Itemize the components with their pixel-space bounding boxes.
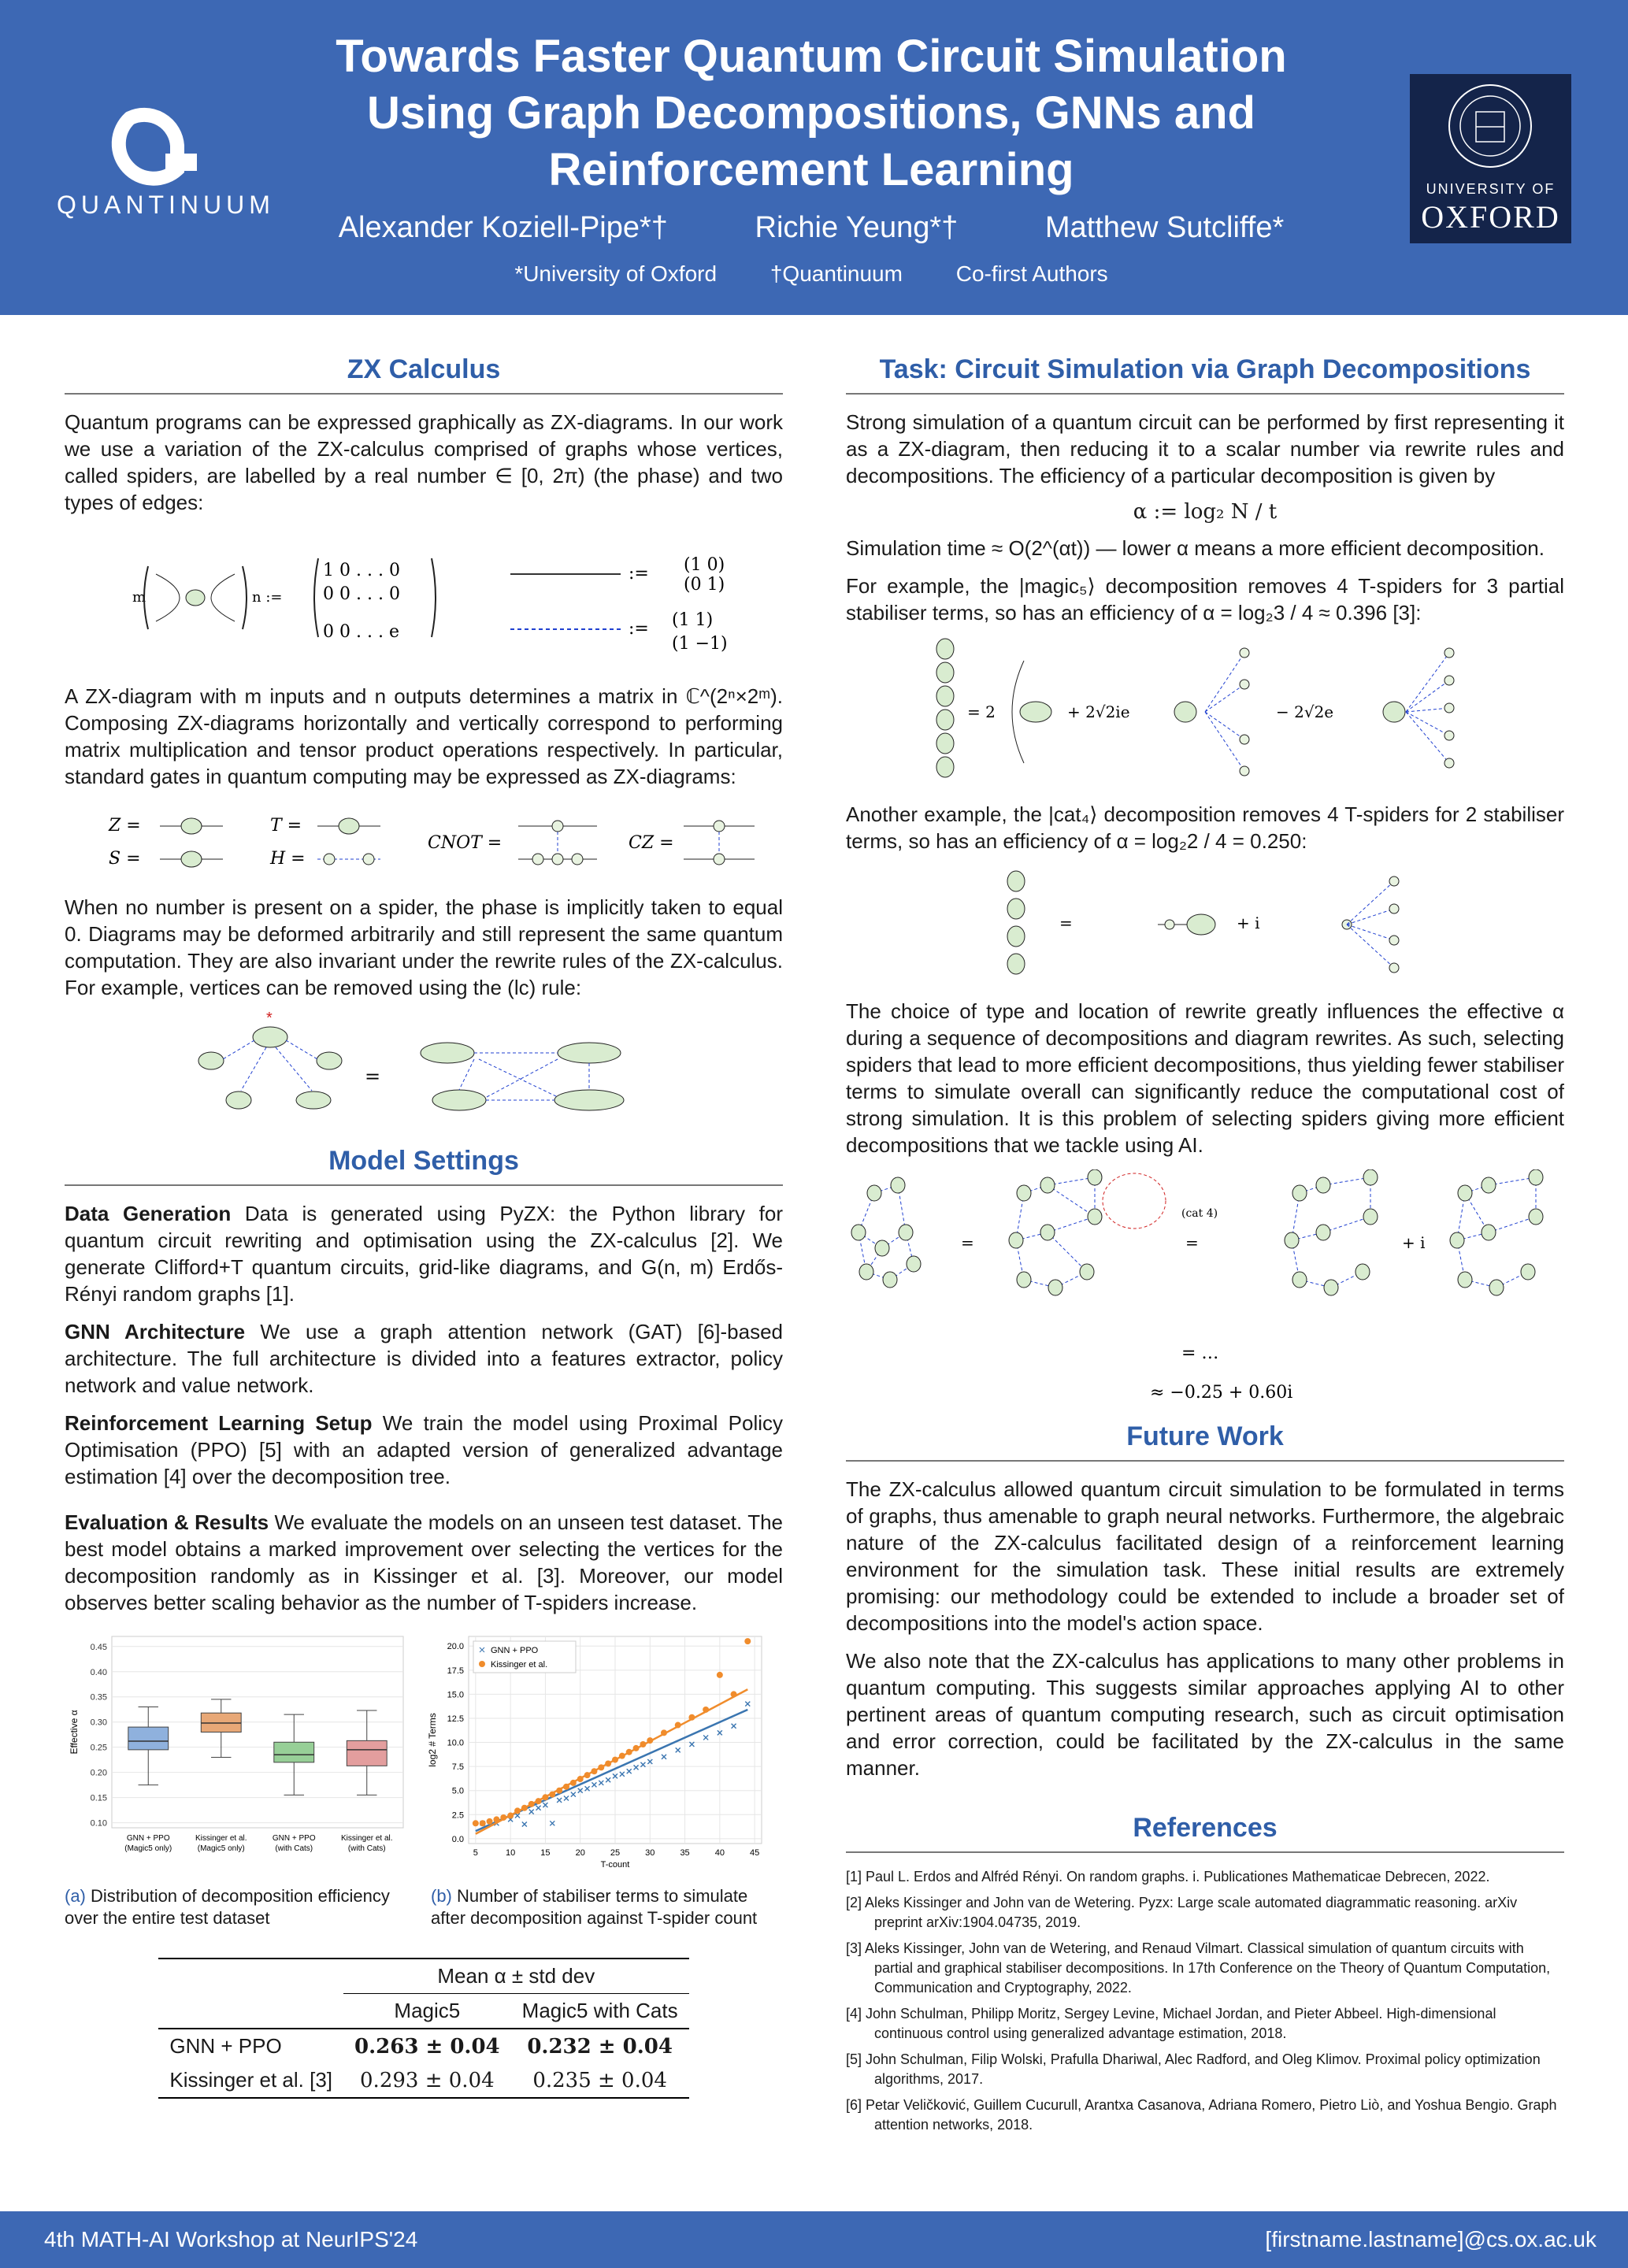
spider-node — [1316, 1177, 1330, 1193]
section-title-future: Future Work — [846, 1421, 1564, 1462]
svg-text:m: m — [132, 589, 146, 606]
reference-item: [3] Aleks Kissinger, John van de Wetering, and Renaud Vilmart. Classical simulation of quantum circuits with partial and graphical stabiliser decompositions. In 17th Conference on the Theory of Quantum Computation, Communication and Cryptography, 2022. — [846, 1940, 1551, 1996]
spider-node — [1088, 1209, 1102, 1225]
y-tick-label: 0.40 — [90, 1667, 107, 1677]
svg-text:n :=: n := — [252, 589, 283, 606]
task-paragraph-2: Simulation time ≈ O(2^(αt)) — lower α means a more efficient decomposition. — [846, 536, 1545, 560]
spider-node — [936, 733, 954, 754]
spider-node — [1482, 1225, 1496, 1240]
contact-email[interactable]: [firstname.lastname]@cs.ox.ac.uk — [1265, 2227, 1596, 2251]
footer-banner — [0, 2211, 1628, 2268]
spider-node — [1482, 1177, 1496, 1193]
hadamard-edge — [1347, 925, 1394, 968]
svg-text:≈ −0.25 + 0.60i: ≈ −0.25 + 0.60i — [1150, 1383, 1293, 1403]
spider-node — [1444, 758, 1454, 768]
table-row: Kissinger et al. [3] 0.293 ± 0.04 0.235 ± 0.04 — [158, 2063, 688, 2098]
caption-b: (b) Number of stabiliser terms to simulate after decomposition against T-spider count — [431, 1886, 758, 1928]
x-tick-label: Kissinger et al. — [340, 1834, 393, 1843]
future-paragraph-1: The ZX-calculus allowed quantum circuit simulation to be formulated in terms of graphs, thus amenable to graph neural networks. Furthermore, the algebraic nature of the ZX-calculus facilitated design of a reinforcement learning environment for the simulation task. These initial results are extremely promising: our methodology could be extended to include a broader set of decompositions into the model's action space. — [846, 1477, 1564, 1635]
task-paragraph-5: The choice of type and location of rewrite greatly influences the effective α during a sequence of decompositions and diagram rewrites. As such, selecting spiders that lead to more efficient decompositions, thus yielding fewer stabiliser terms to simulate overall can significantly reduce the computational cost of strong simulation. It is this problem of selecting spiders giving more efficient decompositions that we tackle using AI. — [846, 999, 1564, 1157]
spider-node — [1165, 920, 1174, 929]
model-item: Data Generation Data is generated using PyZX: the Python library for quantum circuit rewriting and optimisation using the ZX-calculus [2]. We generate Clifford+T quantum circuits, grid-like diagrams, and G(n, m) Erdős-Rényi random graphs [1]. — [65, 1202, 783, 1306]
x-tick-label: (Magic5 only) — [124, 1844, 172, 1853]
graph-edge — [1048, 1185, 1095, 1217]
equation-symbol: = — [1185, 1233, 1199, 1252]
spider-node — [1040, 1177, 1055, 1193]
author: Matthew Sutcliffe* — [1044, 211, 1285, 244]
graph-edge — [1048, 1232, 1087, 1272]
section-title-model: Model Settings — [65, 1146, 783, 1186]
spider-node — [1389, 876, 1399, 886]
box — [274, 1742, 314, 1762]
spider-node — [936, 757, 954, 777]
results-table: Mean α ± std dev Magic5 Magic5 with Cats GNN + PPO 0.263 ± 0.04 0.232 ± 0.04 Kissinger et al. [3] 0.293 ± 0.04 0.235 ± 0.04 — [158, 1958, 688, 2099]
svg-text:(0 1): (0 1) — [684, 575, 725, 595]
legend-label: Kissinger et al. — [491, 1660, 548, 1670]
author: Alexander Koziell-Pipe*† — [338, 211, 668, 244]
spider-node — [1458, 1272, 1472, 1288]
table-row: GNN + PPO 0.263 ± 0.04 0.232 ± 0.04 — [169, 2034, 673, 2059]
legend-marker — [479, 1661, 485, 1667]
quantinuum-wordmark: QUANTINUUM — [57, 191, 275, 219]
data-point — [744, 1638, 751, 1644]
spider-node — [1048, 1280, 1062, 1295]
data-point — [473, 1820, 479, 1826]
svg-text::=: := — [629, 619, 649, 639]
x-tick-label: 45 — [750, 1848, 760, 1858]
spider-node — [1020, 702, 1051, 722]
task-paragraph-3: For example, the |magic₅⟩ decomposition removes 4 T-spiders for 3 partial stabiliser terms, so has an efficiency of α = log₂3 / 4 ≈ 0.396 [3]: — [846, 574, 1564, 624]
reference-item: [6] Petar Veličković, Guillem Cucurull, Arantxa Casanova, Adriana Romero, Pietro Liò, and Yoshua Bengio. Graph attention networks, 2018. — [846, 2097, 1557, 2133]
x-tick-label: 10 — [506, 1848, 516, 1858]
equation-symbol: = — [961, 1233, 974, 1252]
lc-rule-figure — [148, 1012, 699, 1130]
x-tick-label: 35 — [680, 1848, 690, 1858]
reference-item: [1] Paul L. Erdos and Alfréd Rényi. On random graphs. i. Publicationes Mathematicae Debrecen, 2022. — [846, 1869, 1490, 1884]
spider-node — [936, 639, 954, 659]
box — [347, 1740, 387, 1766]
spider-node — [1444, 703, 1454, 713]
svg-text:0 0 . . . e: 0 0 . . . e — [323, 622, 399, 642]
spider-node — [1017, 1185, 1031, 1201]
equation-symbol: − 2√2e — [1276, 702, 1334, 721]
results-figures — [65, 1627, 783, 1950]
spider-node — [859, 1264, 873, 1280]
equation-symbol: + i — [1402, 1233, 1426, 1252]
equation-symbol: = — [1059, 914, 1073, 932]
y-tick-label: 7.5 — [451, 1762, 464, 1773]
y-tick-label: 0.25 — [90, 1743, 107, 1753]
x-tick-label: 5 — [473, 1848, 478, 1858]
y-tick-label: 0.10 — [90, 1818, 107, 1829]
section-title-task: Task: Circuit Simulation via Graph Decompositions — [846, 354, 1564, 395]
spider-node — [1489, 1280, 1504, 1295]
hadamard-edge — [1406, 680, 1449, 712]
hadamard-edge — [1205, 653, 1244, 771]
section-title-references: References — [846, 1813, 1564, 1853]
hadamard-edge — [1406, 712, 1449, 736]
svg-text:T =: T = — [270, 816, 302, 836]
reference-item: [2] Aleks Kissinger and John van de Wetering. Pyzx: Large scale automated diagrammatic reasoning. arXiv preprint arXiv:1904.04735, 2019. — [846, 1895, 1518, 1930]
spider-node — [899, 1225, 913, 1240]
equation-symbol: (cat 4) — [1181, 1207, 1218, 1220]
zx-gates-figure — [77, 801, 770, 880]
spider-node — [1285, 1232, 1299, 1248]
spider-node — [851, 1225, 866, 1240]
svg-text:= …: = … — [1181, 1343, 1219, 1363]
spider-node — [1444, 648, 1454, 658]
spider-node — [1324, 1280, 1338, 1295]
spider-node — [1187, 914, 1215, 935]
task-paragraph-1: Strong simulation of a quantum circuit can be performed by first representing it as a ZX-diagram, then reducing it to a scalar number via rewrite rules and decompositions. The efficiency of a particular decomposition is given by — [846, 410, 1564, 487]
highlight-ring — [1103, 1173, 1166, 1228]
zx-paragraph-3: When no number is present on a spider, the phase is implicitly taken to equal 0. Diagrams may be deformed arbitrarily and still represent the same quantum computation. They are also invariant under the rewrite rules of the ZX-calculus. For example, vertices can be removed using the (lc) rule: — [65, 895, 783, 999]
task-paragraph-4: Another example, the |cat₄⟩ decomposition removes 4 T-spiders for 2 stabiliser terms, so has an efficiency of α = log₂2 / 4 = 0.250: — [846, 802, 1564, 853]
spider-node — [891, 1177, 905, 1193]
svg-text:CZ =: CZ = — [629, 833, 674, 853]
svg-text:*: * — [266, 1012, 273, 1027]
spider-node — [936, 662, 954, 683]
spider-node — [875, 1240, 889, 1256]
affiliation: Co-first Authors — [955, 261, 1108, 286]
equation-symbol: + 2√2ie — [1067, 702, 1130, 721]
x-tick-label: (with Cats) — [275, 1844, 313, 1853]
model-item: GNN Architecture We use a graph attention network (GAT) [6]-based architecture. The full architecture is divided into a features extractor, policy network and value network. — [65, 1320, 783, 1397]
svg-text:Z =: Z = — [109, 816, 141, 836]
spider-node — [1080, 1264, 1094, 1280]
x-tick-label: (Magic5 only) — [197, 1844, 245, 1853]
svg-text:1 0 . . . 0: 1 0 . . . 0 — [323, 561, 400, 580]
spider-node — [1363, 1169, 1378, 1185]
svg-text:(1 0): (1 0) — [684, 555, 725, 575]
x-tick-label: 20 — [575, 1848, 585, 1858]
spider-node — [1389, 904, 1399, 914]
svg-text:(1 −1): (1 −1) — [672, 634, 728, 654]
spider-node — [936, 686, 954, 706]
y-axis-label: Effective α — [69, 1710, 80, 1755]
y-tick-label: 5.0 — [451, 1786, 464, 1796]
x-tick-label: Kissinger et al. — [195, 1834, 247, 1843]
svg-text:H =: H = — [270, 849, 306, 869]
svg-text:CNOT =: CNOT = — [428, 833, 502, 853]
spider-node — [1088, 1169, 1102, 1185]
hadamard-edge — [1347, 909, 1394, 925]
svg-text::=: := — [629, 564, 649, 584]
spider-node — [883, 1272, 897, 1288]
y-tick-label: 20.0 — [447, 1642, 464, 1652]
svg-text:(1 1): (1 1) — [672, 610, 714, 630]
spider-node — [1009, 1232, 1023, 1248]
header-banner — [0, 0, 1628, 315]
spider-node — [1521, 1264, 1535, 1280]
spider-node — [1529, 1209, 1543, 1225]
reference-item: [4] John Schulman, Philipp Moritz, Sergey Levine, Michael Jordan, and Pieter Abbeel. High-dimensional continuous control using generalized advantage estimation, 2018. — [846, 2006, 1496, 2041]
zx-paragraph-2: A ZX-diagram with m inputs and n outputs determines a matrix in ℂ^(2ⁿ×2ᵐ). Composing ZX-diagrams horizontally and vertically correspond to performing matrix multiplication and tensor product operations respectively. In particular, standard gates in quantum computing may be expressed as ZX-diagrams: — [65, 684, 783, 788]
workshop-name: 4th MATH-AI Workshop at NeurIPS'24 — [44, 2227, 418, 2251]
zx-paragraph-1: Quantum programs can be expressed graphically as ZX-diagrams. In our work we use a variation of the ZX-calculus comprised of graphs whose vertices, called spiders, are labelled by a real number ∈ [0, 2π) (the phase) and two types of edges: — [65, 410, 783, 514]
spider-node — [936, 710, 954, 730]
svg-text:=: = — [365, 1065, 381, 1088]
equation-symbol: + i — [1237, 914, 1260, 932]
reference-item: [5] John Schulman, Filip Wolski, Prafulla Dhariwal, Alec Radford, and Oleg Klimov. Proximal policy optimization algorithms, 2017. — [846, 2051, 1541, 2087]
author-list — [260, 211, 1363, 245]
y-tick-label: 12.5 — [447, 1714, 464, 1724]
spider-node — [1389, 963, 1399, 973]
hadamard-edge — [1347, 925, 1394, 940]
spider-node — [1292, 1272, 1307, 1288]
hadamard-edge — [1347, 881, 1394, 925]
data-point — [480, 1820, 486, 1826]
y-tick-label: 0.20 — [90, 1768, 107, 1778]
y-tick-label: 2.5 — [451, 1810, 464, 1821]
author: Richie Yeung*† — [755, 211, 959, 244]
caption-a: (a) Distribution of decomposition efficiency over the entire test dataset — [65, 1886, 390, 1928]
spider-node — [1240, 680, 1249, 689]
x-tick-label: GNN + PPO — [126, 1834, 170, 1843]
hadamard-edge — [1406, 708, 1449, 712]
spider-node — [1240, 766, 1249, 776]
spider-node — [1444, 731, 1454, 740]
oxford-logo: UNIVERSITY OF OXFORD — [1410, 74, 1571, 243]
future-paragraph-2: We also note that the ZX-calculus has applications to many other problems in quantum computing. This suggests similar approaches applying AI to other pertinent areas of quantum computing research, such as circuit optimisation and error correction, could be facilitated by the ZX-calculus in the same manner. — [846, 1649, 1564, 1780]
poster-title: Towards Faster Quantum Circuit Simulation Using Graph Decompositions, GNNs and Reinforcement Learning — [336, 31, 1287, 195]
affiliation-list — [260, 261, 1363, 287]
spider-node — [1383, 702, 1405, 722]
x-tick-label: 15 — [540, 1848, 551, 1858]
left-column — [65, 339, 783, 2107]
model-item: Evaluation & Results We evaluate the models on an unseen test dataset. The best model obtains a marked improvement over selecting the vertices for the decomposition randomly as in Kissinger et al. [3]. Moreover, our model observes better scaling behavior as the number of T-spiders increase. — [65, 1510, 783, 1614]
y-tick-label: 0.30 — [90, 1718, 107, 1728]
spider-node — [907, 1256, 921, 1272]
svg-text:S =: S = — [109, 849, 141, 869]
svg-text:0 0 . . . 0: 0 0 . . . 0 — [323, 584, 400, 604]
oxford-crest-icon — [1410, 74, 1571, 176]
x-tick-label: 30 — [645, 1848, 655, 1858]
spider-node — [1007, 899, 1025, 919]
zx-spider-definition-figure — [85, 527, 762, 669]
spider-node — [1017, 1272, 1031, 1288]
spider-node — [1363, 1209, 1378, 1225]
spider-node — [1355, 1264, 1370, 1280]
spider-node — [1450, 1232, 1464, 1248]
cat4-decomposition-figure — [985, 865, 1426, 984]
y-tick-label: 17.5 — [447, 1666, 464, 1676]
spider-node — [1040, 1225, 1055, 1240]
y-tick-label: 0.45 — [90, 1642, 107, 1652]
spider-node — [1007, 926, 1025, 947]
spider-node — [867, 1185, 881, 1201]
spider-node — [1240, 735, 1249, 744]
spider-node — [1007, 954, 1025, 974]
affiliation: †Quantinuum — [769, 261, 903, 286]
x-axis-label: T-count — [600, 1860, 630, 1870]
data-point — [717, 1672, 723, 1678]
spider-node — [1007, 871, 1025, 891]
spider-node — [1316, 1225, 1330, 1240]
section-title-zx: ZX Calculus — [65, 354, 783, 395]
spider-node — [1458, 1185, 1472, 1201]
scatter-plot-chart — [423, 1627, 769, 1879]
hadamard-edge — [1406, 712, 1449, 763]
y-tick-label: 15.0 — [447, 1690, 464, 1700]
spider-node — [1444, 676, 1454, 685]
y-tick-label: 10.0 — [447, 1738, 464, 1748]
right-column — [846, 339, 1564, 2141]
magic5-decomposition-figure — [914, 637, 1496, 787]
y-axis-label: log2 # Terms — [427, 1713, 438, 1767]
spider-node — [1240, 648, 1249, 658]
affiliation: *University of Oxford — [514, 261, 718, 286]
spider-node — [1174, 702, 1196, 722]
legend-label: GNN + PPO — [491, 1646, 539, 1655]
spider-node — [1529, 1169, 1543, 1185]
x-tick-label: 40 — [714, 1848, 725, 1858]
box — [128, 1727, 169, 1750]
hadamard-edge — [1406, 653, 1449, 712]
x-tick-label: (with Cats) — [347, 1844, 386, 1853]
spider-node — [1389, 936, 1399, 945]
y-tick-label: 0.35 — [90, 1692, 107, 1703]
box-plot-chart — [65, 1627, 411, 1879]
equation-symbol: = 2 — [967, 702, 996, 721]
efficiency-formula: α := log₂ N / t — [1133, 500, 1278, 524]
spider-node — [1292, 1185, 1307, 1201]
decomposition-sequence-figure — [851, 1169, 1559, 1406]
x-tick-label: 25 — [610, 1848, 621, 1858]
x-tick-label: GNN + PPO — [272, 1834, 316, 1843]
data-point — [487, 1818, 493, 1825]
model-item: Reinforcement Learning Setup We train the model using Proximal Policy Optimisation (PPO) [5] with an adapted version of generalized advantage estimation [4] over the decomposition tree. — [65, 1411, 783, 1488]
y-tick-label: 0.0 — [451, 1834, 464, 1844]
y-tick-label: 0.15 — [90, 1793, 107, 1803]
